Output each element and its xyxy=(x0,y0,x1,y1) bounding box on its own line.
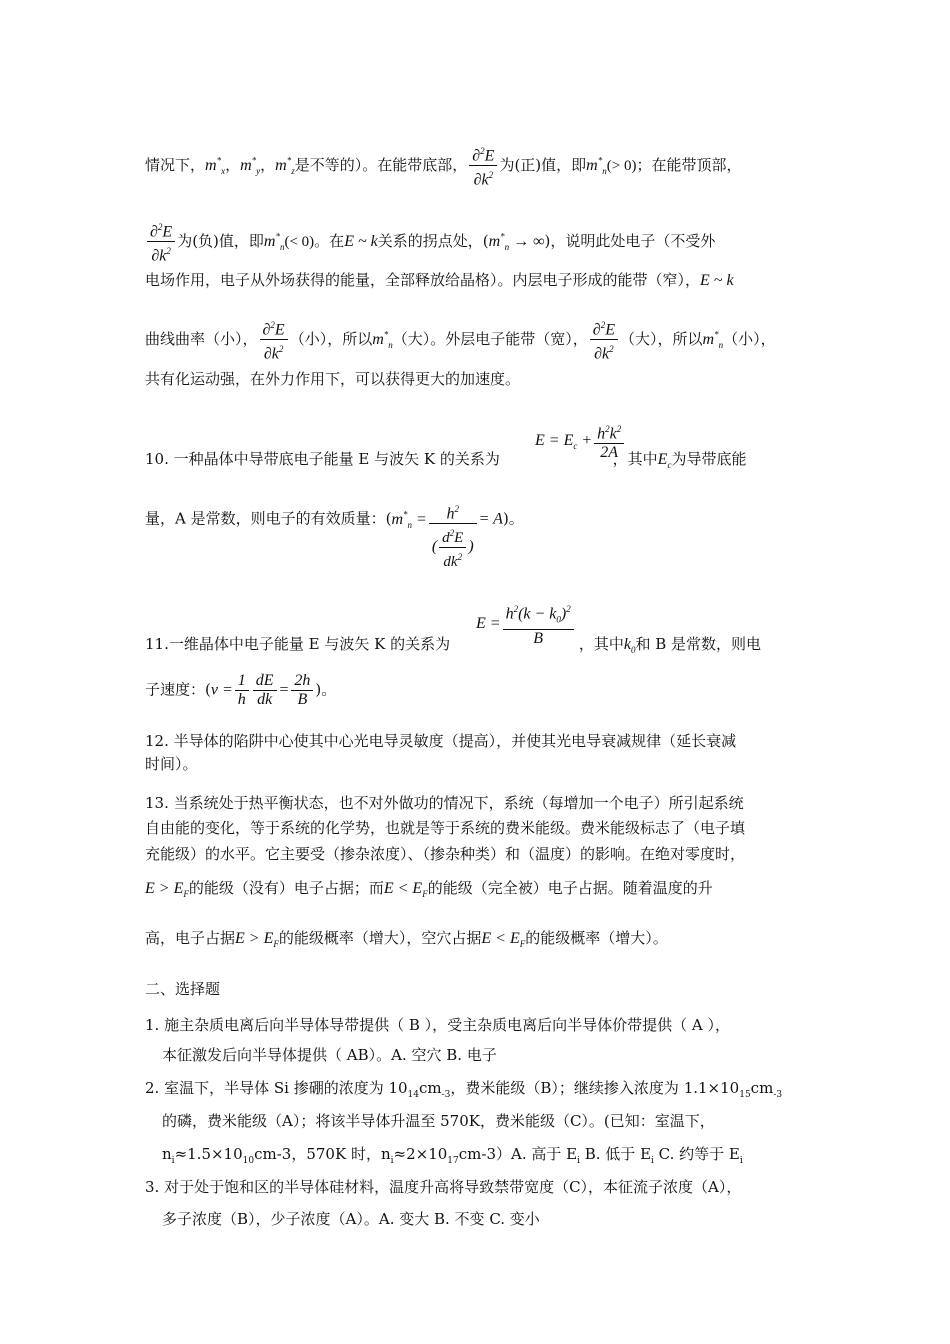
q11-formula: E = $\frac{h^2(k - k_0)^2}{B}$ xyxy=(476,600,576,648)
text: 和 B 是常数，则电 xyxy=(635,635,762,653)
para-line-4: 曲线曲率（小）， $\frac{\partial^2E}{\partial k^2}$ （小），所以$m^*_n$（大）。外层电子能带（宽）， $\frac{\partial^2E}{\partial k^2}$ （大），所以$m^*_n$（小）， xyxy=(145,316,776,364)
text: 子速度：( xyxy=(145,680,211,699)
text: 高，电子占据 xyxy=(145,929,236,947)
text: ，其中 xyxy=(578,635,624,653)
text: （小），所以 xyxy=(289,329,373,348)
text: （大），所以 xyxy=(619,329,703,348)
d2e-dk2-fraction: $\frac{\partial^2E}{\partial k^2}$ xyxy=(590,316,618,364)
q11-line-2: 子速度：(v = $\frac{1}{h}$ $\frac{dE}{dk}$ = $\frac{2h}{B}$ )。 xyxy=(145,672,337,708)
q13-line-4: $E > E_F$的能级（没有）电子占据；而$E < E_F$的能级（完全被）电子占据。随着温度的升 xyxy=(145,879,713,900)
text: 的能级（完全被）电子占据。随着温度的升 xyxy=(427,879,713,897)
q13-line-1: 13. 当系统处于热平衡状态，也不对外做功的情况下，系统（每增加一个电子）所引起系统 xyxy=(145,794,744,812)
section-heading: 二、选择题 xyxy=(145,980,221,998)
text: 为导带底能 xyxy=(671,450,747,468)
para-line-1: 情况下，$m^*_x$，$m^*_y$，$m^*_z$是不等的）。在能带底部， $\frac{\partial^2E}{\partial k^2}$ 为(正)值，即$m^*_n(> 0)$；在能带顶部， xyxy=(145,142,741,190)
text: 是不等的）。在能带底部， xyxy=(294,155,468,174)
q10-line-2: 量，A 是常数，则电子的有效质量：($m^*_n$ = $h^2$ ( $\frac{d^2E}{dk^2}$ ) = A)。 xyxy=(145,500,524,571)
text: 量，A 是常数，则电子的有效质量：( xyxy=(145,509,392,528)
text: （小）， xyxy=(723,329,776,348)
q11-line-1: 11.一维晶体中电子能量 E 与波矢 K 的关系为 ，其中$k_0$和 B 是常数，则电 xyxy=(145,635,762,656)
text: 为(正)值，即 xyxy=(499,155,587,174)
q13-line-2: 自由能的变化，等于系统的化学势，也就是等于系统的费米能级。费米能级标志了（电子填 xyxy=(145,819,746,837)
text: 电场作用，电子从外场获得的能量，全部释放给晶格）。内层电子形成的能带（窄）， xyxy=(145,271,701,289)
c1-line-1: 1. 施主杂质电离后向半导体导带提供（ B ），受主杂质电离后向半导体价带提供（ A ）， xyxy=(145,1016,731,1034)
c2-line-1: 2. 室温下，半导体 Si 掺硼的浓度为 $10_{14}cm_{-3}$，费米能级（B）；继续掺入浓度为 $1.1\times 10_{15}cm_{-3}$ xyxy=(145,1079,783,1100)
text: 曲线曲率（小）， xyxy=(145,329,258,348)
text: ，其中 xyxy=(612,450,658,468)
text: 11.一维晶体中电子能量 E 与波矢 K 的关系为 xyxy=(145,635,451,653)
text: ， xyxy=(225,155,241,174)
text: )。 xyxy=(315,680,337,699)
text: 的能级概率（增大），空穴占据 xyxy=(278,929,482,947)
c1-line-2: 本征激发后向半导体提供（ AB）。A. 空穴 B. 电子 xyxy=(162,1046,497,1064)
text: （大）。外层电子能带（宽）， xyxy=(392,329,588,348)
c2-line-2: 的磷，费米能级（A）；将该半导体升温至 570K，费米能级（C）。(已知：室温下， xyxy=(162,1112,715,1130)
text: 情况下， xyxy=(145,155,206,174)
para-line-2: $\frac{\partial^2E}{\partial k^2}$ 为(负)值，即$m^*_n(< 0)$。在E ~ k关系的拐点处，($m^*_n$ → ∞)，说明此处电子（不受外 xyxy=(145,218,715,266)
q10-line-1: 10. 一种晶体中导带底电子能量 E 与波矢 K 的关系为 ，其中$E_c$为导带底能 xyxy=(145,450,747,471)
para-line-5: 共有化运动强，在外力作用下，可以获得更大的加速度。 xyxy=(145,370,521,388)
text: 的能级概率（增大）。 xyxy=(525,929,668,947)
text: 。在 xyxy=(314,231,345,250)
d2e-dk2-fraction: $\frac{\partial^2E}{\partial k^2}$ xyxy=(469,142,497,190)
d2e-dk2-fraction: $\frac{\partial^2E}{\partial k^2}$ xyxy=(147,218,175,266)
q10-formula: $E = E_c$ + $\frac{h^2k^2}{2A}$ xyxy=(535,420,626,462)
text: )，说明此处电子（不受外 xyxy=(544,231,716,250)
c3-line-1: 3. 对于处于饱和区的半导体硅材料，温度升高将导致禁带宽度（C），本征流子浓度（A）， xyxy=(145,1178,742,1196)
q13-line-3: 充能级）的水平。它主要受（掺杂浓度）、（掺杂种类）和（温度）的影响。在绝对零度时， xyxy=(145,845,746,863)
c2-line-3: $n_i\approx 1.5\times 10_{10}cm-3$，570K 时，$n_i\approx 2\times 10_{17}cm-3)A$. 高于 $E_i$ B. 低于 $E_i$ C. 约等于 $E_i$ xyxy=(162,1145,743,1166)
text: )。 xyxy=(502,509,524,528)
text: 关系的拐点处，( xyxy=(377,231,489,250)
text: ；在能带顶部， xyxy=(636,155,742,174)
q12-line-1: 12. 半导体的陷阱中心使其中心光电导灵敏度（提高），并使其光电导衰减规律（延长衰减 xyxy=(145,732,737,750)
d2e-dk2-fraction: $\frac{\partial^2E}{\partial k^2}$ xyxy=(260,316,288,364)
q12-line-2: 时间）。 xyxy=(145,755,198,773)
c3-line-2: 多子浓度（B），少子浓度（A）。A. 变大 B. 不变 C. 变小 xyxy=(162,1210,540,1228)
text: 的能级（没有）电子占据；而 xyxy=(188,879,384,897)
q13-line-5: 高，电子占据$E > E_F$的能级概率（增大），空穴占据$E < E_F$的能级概率（增大）。 xyxy=(145,929,668,950)
text: ， xyxy=(260,155,276,174)
text: 10. 一种晶体中导带底电子能量 E 与波矢 K 的关系为 xyxy=(145,450,500,468)
text: 为(负)值，即 xyxy=(177,231,264,250)
para-line-3: 电场作用，电子从外场获得的能量，全部释放给晶格）。内层电子形成的能带（窄），E ~ k xyxy=(145,271,734,289)
